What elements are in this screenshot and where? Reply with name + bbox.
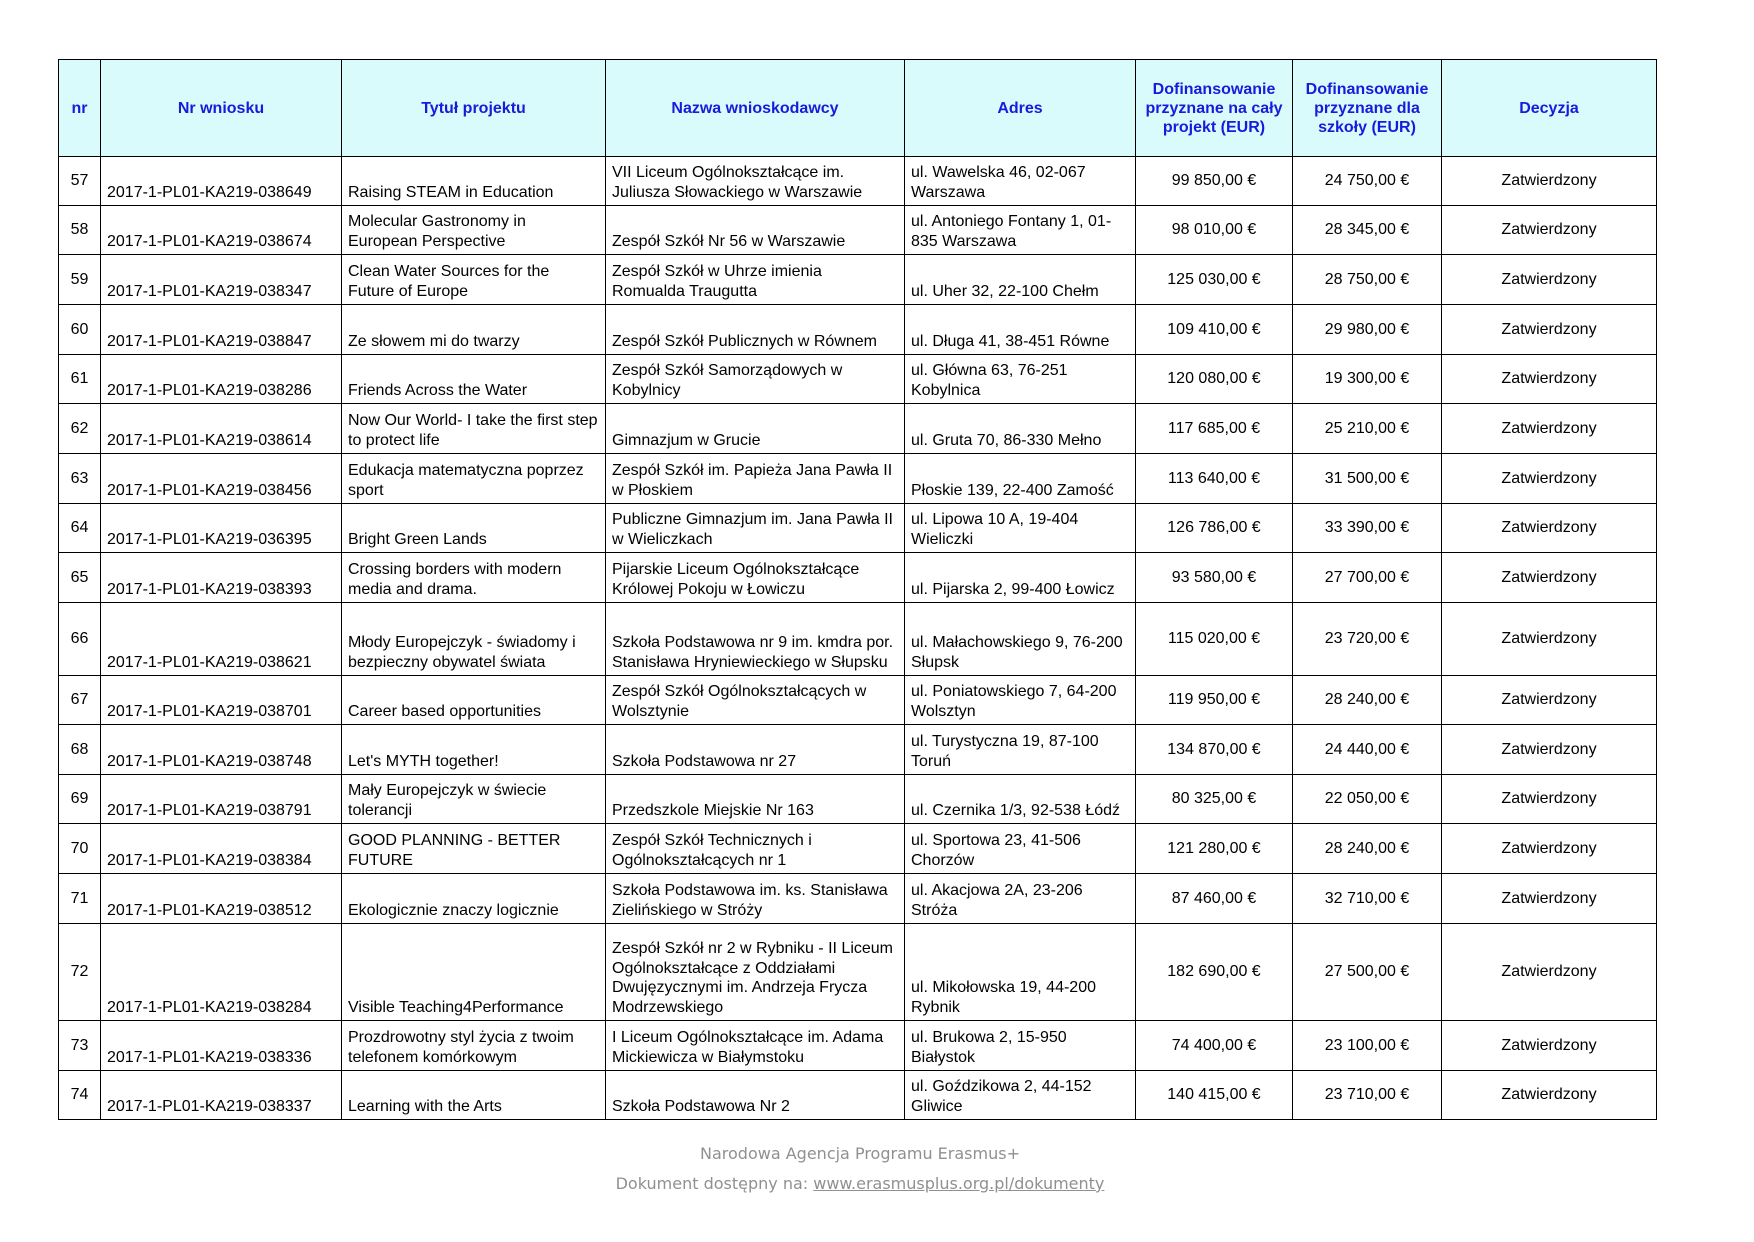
row-project-title: Friends Across the Water xyxy=(342,355,606,404)
row-funding-school: 29 980,00 € xyxy=(1293,305,1442,355)
row-decision: Zatwierdzony xyxy=(1442,924,1657,1021)
row-funding-total: 109 410,00 € xyxy=(1136,305,1293,355)
row-funding-school: 32 710,00 € xyxy=(1293,874,1442,924)
row-project-title: Ze słowem mi do twarzy xyxy=(342,305,606,355)
col-header-address: Adres xyxy=(905,60,1136,157)
row-applicant-name: Publiczne Gimnazjum im. Jana Pawła II w Wieliczkach xyxy=(606,504,905,553)
table-row xyxy=(59,676,1657,725)
row-applicant-name: Szkoła Podstawowa nr 27 xyxy=(606,725,905,775)
row-project-title: Edukacja matematyczna poprzez sport xyxy=(342,454,606,504)
footer-availability-prefix: Dokument dostępny na: xyxy=(615,1174,814,1193)
row-funding-school: 22 050,00 € xyxy=(1293,775,1442,824)
row-decision: Zatwierdzony xyxy=(1442,206,1657,255)
row-funding-total: 121 280,00 € xyxy=(1136,824,1293,874)
row-applicant-name: Szkoła Podstawowa im. ks. Stanisława Zielińskiego w Stróży xyxy=(606,874,905,924)
table-row xyxy=(59,305,1657,355)
footer-agency: Narodowa Agencja Programu Erasmus+ xyxy=(700,1144,1020,1163)
row-project-title: Clean Water Sources for the Future of Europe xyxy=(342,255,606,305)
row-application-number: 2017-1-PL01-KA219-038337 xyxy=(101,1071,342,1120)
row-application-number: 2017-1-PL01-KA219-038649 xyxy=(101,157,342,206)
row-project-title: Molecular Gastronomy in European Perspective xyxy=(342,206,606,255)
row-funding-school: 33 390,00 € xyxy=(1293,504,1442,553)
row-applicant-name: Zespół Szkół w Uhrze imienia Romualda Traugutta xyxy=(606,255,905,305)
row-funding-total: 87 460,00 € xyxy=(1136,874,1293,924)
row-address: ul. Akacjowa 2A, 23-206 Stróża xyxy=(905,874,1136,924)
row-application-number: 2017-1-PL01-KA219-038347 xyxy=(101,255,342,305)
row-decision: Zatwierdzony xyxy=(1442,775,1657,824)
row-funding-school: 23 100,00 € xyxy=(1293,1021,1442,1071)
row-nr: 72 xyxy=(59,924,101,1021)
table-row xyxy=(59,206,1657,255)
row-funding-total: 98 010,00 € xyxy=(1136,206,1293,255)
row-nr: 74 xyxy=(59,1071,101,1120)
row-address: ul. Lipowa 10 A, 19-404 Wieliczki xyxy=(905,504,1136,553)
table-row xyxy=(59,255,1657,305)
row-funding-school: 19 300,00 € xyxy=(1293,355,1442,404)
row-funding-school: 28 240,00 € xyxy=(1293,676,1442,725)
row-nr: 64 xyxy=(59,504,101,553)
table-row xyxy=(59,824,1657,874)
row-decision: Zatwierdzony xyxy=(1442,676,1657,725)
row-address: ul. Poniatowskiego 7, 64-200 Wolsztyn xyxy=(905,676,1136,725)
table-row xyxy=(59,454,1657,504)
row-funding-total: 126 786,00 € xyxy=(1136,504,1293,553)
row-decision: Zatwierdzony xyxy=(1442,157,1657,206)
row-application-number: 2017-1-PL01-KA219-038674 xyxy=(101,206,342,255)
grants-table xyxy=(58,59,1657,1120)
row-nr: 67 xyxy=(59,676,101,725)
row-address: ul. Mikołowska 19, 44-200 Rybnik xyxy=(905,924,1136,1021)
row-application-number: 2017-1-PL01-KA219-038791 xyxy=(101,775,342,824)
row-funding-school: 23 710,00 € xyxy=(1293,1071,1442,1120)
table-row xyxy=(59,157,1657,206)
row-application-number: 2017-1-PL01-KA219-038748 xyxy=(101,725,342,775)
row-application-number: 2017-1-PL01-KA219-038614 xyxy=(101,404,342,454)
table-row xyxy=(59,404,1657,454)
table-row xyxy=(59,924,1657,1021)
row-address: ul. Pijarska 2, 99-400 Łowicz xyxy=(905,553,1136,603)
row-decision: Zatwierdzony xyxy=(1442,824,1657,874)
row-application-number: 2017-1-PL01-KA219-038847 xyxy=(101,305,342,355)
row-funding-total: 113 640,00 € xyxy=(1136,454,1293,504)
table-row xyxy=(59,355,1657,404)
row-decision: Zatwierdzony xyxy=(1442,454,1657,504)
row-applicant-name: Zespół Szkół Publicznych w Równem xyxy=(606,305,905,355)
row-address: ul. Goździkowa 2, 44-152 Gliwice xyxy=(905,1071,1136,1120)
row-decision: Zatwierdzony xyxy=(1442,553,1657,603)
row-decision: Zatwierdzony xyxy=(1442,355,1657,404)
col-header-project-title: Tytuł projektu xyxy=(342,60,606,157)
row-funding-total: 125 030,00 € xyxy=(1136,255,1293,305)
row-project-title: GOOD PLANNING - BETTER FUTURE xyxy=(342,824,606,874)
row-funding-total: 182 690,00 € xyxy=(1136,924,1293,1021)
row-applicant-name: Zespół Szkół Samorządowych w Kobylnicy xyxy=(606,355,905,404)
row-nr: 73 xyxy=(59,1021,101,1071)
table-row xyxy=(59,553,1657,603)
row-nr: 59 xyxy=(59,255,101,305)
row-nr: 57 xyxy=(59,157,101,206)
col-header-application-number: Nr wniosku xyxy=(101,60,342,157)
row-address: ul. Uher 32, 22-100 Chełm xyxy=(905,255,1136,305)
table-row xyxy=(59,504,1657,553)
row-project-title: Learning with the Arts xyxy=(342,1071,606,1120)
row-funding-school: 28 240,00 € xyxy=(1293,824,1442,874)
row-funding-school: 23 720,00 € xyxy=(1293,603,1442,676)
table-row xyxy=(59,603,1657,676)
row-address: ul. Małachowskiego 9, 76-200 Słupsk xyxy=(905,603,1136,676)
row-applicant-name: Zespół Szkół im. Papieża Jana Pawła II w Płoskiem xyxy=(606,454,905,504)
row-funding-total: 74 400,00 € xyxy=(1136,1021,1293,1071)
row-application-number: 2017-1-PL01-KA219-038621 xyxy=(101,603,342,676)
row-applicant-name: VII Liceum Ogólnokształcące im. Juliusza Słowackiego w Warszawie xyxy=(606,157,905,206)
row-decision: Zatwierdzony xyxy=(1442,504,1657,553)
table-header xyxy=(59,60,1657,157)
row-applicant-name: Zespół Szkół Nr 56 w Warszawie xyxy=(606,206,905,255)
col-header-funding-total-label: Dofinansowanie przyznane na cały projekt (EUR) xyxy=(1145,80,1283,136)
row-address: ul. Gruta 70, 86-330 Mełno xyxy=(905,404,1136,454)
row-funding-total: 119 950,00 € xyxy=(1136,676,1293,725)
table-row xyxy=(59,775,1657,824)
footer-availability xyxy=(0,1174,1720,1193)
row-funding-school: 31 500,00 € xyxy=(1293,454,1442,504)
table-row xyxy=(59,725,1657,775)
col-header-decision: Decyzja xyxy=(1442,60,1657,157)
row-application-number: 2017-1-PL01-KA219-038701 xyxy=(101,676,342,725)
row-funding-total: 134 870,00 € xyxy=(1136,725,1293,775)
row-application-number: 2017-1-PL01-KA219-036395 xyxy=(101,504,342,553)
row-nr: 63 xyxy=(59,454,101,504)
row-applicant-name: Przedszkole Miejskie Nr 163 xyxy=(606,775,905,824)
row-funding-total: 120 080,00 € xyxy=(1136,355,1293,404)
row-decision: Zatwierdzony xyxy=(1442,404,1657,454)
row-decision: Zatwierdzony xyxy=(1442,255,1657,305)
row-funding-school: 25 210,00 € xyxy=(1293,404,1442,454)
row-application-number: 2017-1-PL01-KA219-038286 xyxy=(101,355,342,404)
row-project-title: Prozdrowotny styl życia z twoim telefonem komórkowym xyxy=(342,1021,606,1071)
row-project-title: Mały Europejczyk w świecie tolerancji xyxy=(342,775,606,824)
row-address: ul. Długa 41, 38-451 Równe xyxy=(905,305,1136,355)
row-funding-school: 24 440,00 € xyxy=(1293,725,1442,775)
row-application-number: 2017-1-PL01-KA219-038456 xyxy=(101,454,342,504)
row-address: ul. Główna 63, 76-251 Kobylnica xyxy=(905,355,1136,404)
row-application-number: 2017-1-PL01-KA219-038512 xyxy=(101,874,342,924)
row-decision: Zatwierdzony xyxy=(1442,874,1657,924)
row-project-title: Młody Europejczyk - świadomy i bezpieczny obywatel świata xyxy=(342,603,606,676)
footer-link[interactable]: www.erasmusplus.org.pl/dokumenty xyxy=(813,1174,1105,1193)
col-header-funding-total xyxy=(1136,60,1293,157)
col-header-applicant-name: Nazwa wnioskodawcy xyxy=(606,60,905,157)
row-funding-total: 80 325,00 € xyxy=(1136,775,1293,824)
row-funding-school: 24 750,00 € xyxy=(1293,157,1442,206)
row-applicant-name: Zespół Szkół Ogólnokształcących w Wolsztynie xyxy=(606,676,905,725)
row-applicant-name: I Liceum Ogólnokształcące im. Adama Mickiewicza w Białymstoku xyxy=(606,1021,905,1071)
row-nr: 69 xyxy=(59,775,101,824)
row-project-title: Let's MYTH together! xyxy=(342,725,606,775)
row-funding-school: 28 750,00 € xyxy=(1293,255,1442,305)
row-application-number: 2017-1-PL01-KA219-038284 xyxy=(101,924,342,1021)
row-nr: 65 xyxy=(59,553,101,603)
row-decision: Zatwierdzony xyxy=(1442,305,1657,355)
row-project-title: Career based opportunities xyxy=(342,676,606,725)
row-address: ul. Turystyczna 19, 87-100 Toruń xyxy=(905,725,1136,775)
row-address: ul. Sportowa 23, 41-506 Chorzów xyxy=(905,824,1136,874)
col-header-funding-school-label: Dofinansowanie przyznane dla szkoły (EUR) xyxy=(1305,80,1429,136)
col-header-nr: nr xyxy=(59,60,101,157)
row-application-number: 2017-1-PL01-KA219-038393 xyxy=(101,553,342,603)
row-address: ul. Brukowa 2, 15-950 Białystok xyxy=(905,1021,1136,1071)
row-decision: Zatwierdzony xyxy=(1442,1021,1657,1071)
row-applicant-name: Szkoła Podstawowa Nr 2 xyxy=(606,1071,905,1120)
row-project-title: Visible Teaching4Performance xyxy=(342,924,606,1021)
row-address: Płoskie 139, 22-400 Zamość xyxy=(905,454,1136,504)
row-project-title: Crossing borders with modern media and drama. xyxy=(342,553,606,603)
table-row xyxy=(59,1021,1657,1071)
row-funding-total: 93 580,00 € xyxy=(1136,553,1293,603)
row-nr: 66 xyxy=(59,603,101,676)
row-applicant-name: Gimnazjum w Grucie xyxy=(606,404,905,454)
row-nr: 61 xyxy=(59,355,101,404)
row-funding-total: 99 850,00 € xyxy=(1136,157,1293,206)
row-funding-total: 117 685,00 € xyxy=(1136,404,1293,454)
row-nr: 68 xyxy=(59,725,101,775)
row-applicant-name: Zespół Szkół nr 2 w Rybniku - II Liceum Ogólnokształcące z Oddziałami Dwujęzycznymi im. Andrzeja Frycza Modrzewskiego xyxy=(606,924,905,1021)
row-project-title: Raising STEAM in Education xyxy=(342,157,606,206)
table-row xyxy=(59,1071,1657,1120)
row-address: ul. Antoniego Fontany 1, 01-835 Warszawa xyxy=(905,206,1136,255)
row-funding-school: 27 500,00 € xyxy=(1293,924,1442,1021)
row-nr: 71 xyxy=(59,874,101,924)
row-funding-total: 140 415,00 € xyxy=(1136,1071,1293,1120)
table-body xyxy=(59,157,1657,1120)
row-funding-total: 115 020,00 € xyxy=(1136,603,1293,676)
row-applicant-name: Szkoła Podstawowa nr 9 im. kmdra por. Stanisława Hryniewieckiego w Słupsku xyxy=(606,603,905,676)
row-decision: Zatwierdzony xyxy=(1442,603,1657,676)
row-address: ul. Wawelska 46, 02-067 Warszawa xyxy=(905,157,1136,206)
row-project-title: Bright Green Lands xyxy=(342,504,606,553)
row-project-title: Now Our World- I take the first step to protect life xyxy=(342,404,606,454)
row-funding-school: 27 700,00 € xyxy=(1293,553,1442,603)
row-decision: Zatwierdzony xyxy=(1442,725,1657,775)
row-nr: 60 xyxy=(59,305,101,355)
row-nr: 58 xyxy=(59,206,101,255)
row-applicant-name: Zespół Szkół Technicznych i Ogólnokształcących nr 1 xyxy=(606,824,905,874)
row-decision: Zatwierdzony xyxy=(1442,1071,1657,1120)
row-project-title: Ekologicznie znaczy logicznie xyxy=(342,874,606,924)
row-application-number: 2017-1-PL01-KA219-038336 xyxy=(101,1021,342,1071)
row-address: ul. Czernika 1/3, 92-538 Łódź xyxy=(905,775,1136,824)
row-application-number: 2017-1-PL01-KA219-038384 xyxy=(101,824,342,874)
row-funding-school: 28 345,00 € xyxy=(1293,206,1442,255)
row-applicant-name: Pijarskie Liceum Ogólnokształcące Królowej Pokoju w Łowiczu xyxy=(606,553,905,603)
col-header-funding-school xyxy=(1293,60,1442,157)
row-nr: 62 xyxy=(59,404,101,454)
table-row xyxy=(59,874,1657,924)
row-nr: 70 xyxy=(59,824,101,874)
